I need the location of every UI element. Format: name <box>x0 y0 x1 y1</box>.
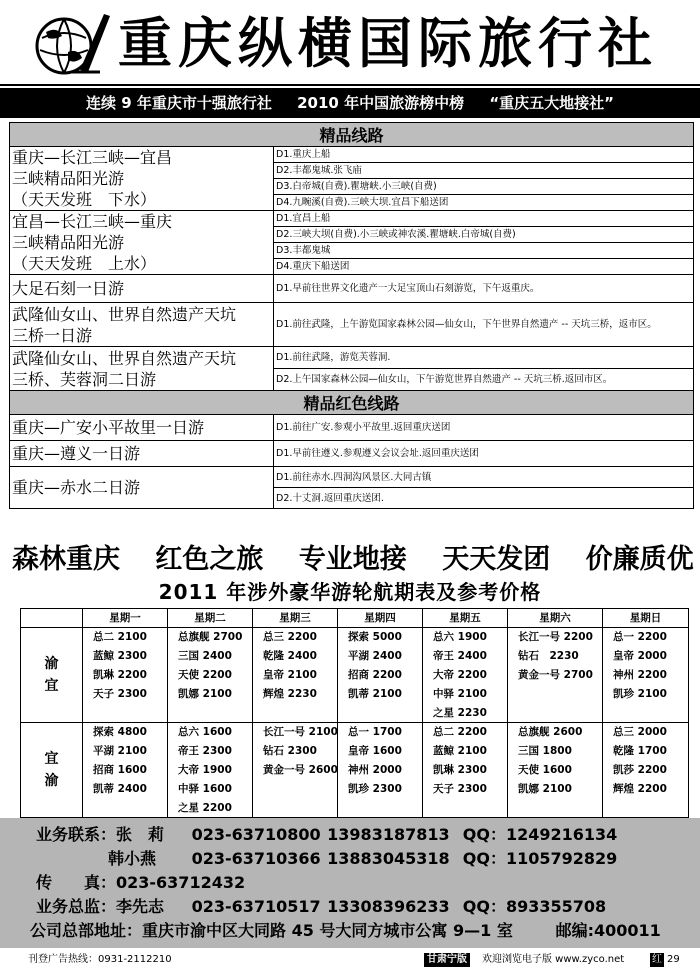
route-name: 重庆—广安小平故里一日游 <box>10 415 274 441</box>
cruise-ship-price <box>508 685 603 704</box>
cruise-row <box>21 666 689 685</box>
weekday-header: 星期四 <box>338 609 423 628</box>
cruise-row <box>21 628 689 647</box>
cruise-ship-price: 总六 1600 <box>168 723 253 742</box>
contact-address-row <box>30 920 661 942</box>
contact-row <box>36 896 606 918</box>
cruise-ship-price: 凯蒂 2400 <box>83 780 168 799</box>
contact-fax: 传 真：023-63712432 <box>36 873 246 892</box>
cruise-ship-price: 凯琳 2300 <box>423 761 508 780</box>
contact-person: 韩小燕 <box>108 849 157 868</box>
contact-qq: QQ：893355708 <box>462 897 607 916</box>
cruise-ship-price: 招商 1600 <box>83 761 168 780</box>
route-direction-label: 宜 渝 <box>21 723 83 818</box>
cruise-ship-price: 总二 2100 <box>83 628 168 647</box>
cruise-ship-price: 蓝鲸 2300 <box>83 647 168 666</box>
weekday-header: 星期二 <box>168 609 253 628</box>
weekday-header-row <box>21 609 689 628</box>
route-day: D4.重庆下船送团 <box>274 259 694 275</box>
cruise-ship-price: 钻石 2300 <box>253 742 338 761</box>
cruise-ship-price: 辉煌 2200 <box>603 780 689 799</box>
cruise-ship-price: 帝王 2300 <box>168 742 253 761</box>
cruise-ship-price: 大帝 1900 <box>168 761 253 780</box>
cruise-ship-price <box>508 704 603 723</box>
cruise-ship-price: 中驿 1600 <box>168 780 253 799</box>
footer <box>0 950 700 970</box>
slogan-item: 专业地接 <box>298 544 407 575</box>
cruise-ship-price: 凯蒂 2100 <box>338 685 423 704</box>
route-day: D1.前往武隆，游览芙蓉洞. <box>274 347 694 369</box>
route-row <box>10 441 694 467</box>
cruise-ship-price: 凯娜 2100 <box>508 780 603 799</box>
cruise-ship-price <box>603 799 689 818</box>
contact-zip: 邮编:400011 <box>555 921 661 940</box>
cruise-row <box>21 799 689 818</box>
cruise-ship-price: 中驿 2100 <box>423 685 508 704</box>
contact-tel: 023-63710800 <box>191 825 321 844</box>
cruise-row <box>21 742 689 761</box>
cruise-ship-price: 总二 2200 <box>423 723 508 742</box>
cruise-ship-price: 大帝 2200 <box>423 666 508 685</box>
route-row <box>10 211 694 227</box>
cruise-ship-price: 平湖 2100 <box>83 742 168 761</box>
cruise-ship-price: 凯珍 2300 <box>338 780 423 799</box>
banner-honor-3: “重庆五大地接社” <box>489 94 615 112</box>
route-row <box>10 275 694 303</box>
route-name: 重庆—赤水二日游 <box>10 467 274 509</box>
cruise-ship-price: 凯珍 2100 <box>603 685 689 704</box>
route-row <box>10 415 694 441</box>
cruise-ship-price: 辉煌 2230 <box>253 685 338 704</box>
slogan-item: 价廉质优 <box>585 544 694 575</box>
weekday-header: 星期五 <box>423 609 508 628</box>
cruise-ship-price: 凯娜 2100 <box>168 685 253 704</box>
slogan-bar <box>12 543 692 577</box>
cruise-ship-price: 天使 1600 <box>508 761 603 780</box>
cruise-schedule-table <box>20 608 689 818</box>
page-number <box>650 950 680 970</box>
cruise-ship-price: 总三 2200 <box>253 628 338 647</box>
cruise-row <box>21 704 689 723</box>
agency-title: 重庆纵横国际旅行社 <box>118 12 658 75</box>
contact-tel: 023-63710517 <box>191 897 321 916</box>
slogan-item: 红色之旅 <box>155 544 264 575</box>
cruise-ship-price: 长江一号 2100 <box>253 723 338 742</box>
header <box>0 0 700 86</box>
website-link[interactable]: 欢迎浏览电子版 www.zyco.net <box>482 954 625 965</box>
cruise-ship-price: 探索 4800 <box>83 723 168 742</box>
route-name: 武隆仙女山、世界自然遗产天坑 三桥一日游 <box>10 303 274 347</box>
weekday-header: 星期六 <box>508 609 603 628</box>
route-row <box>10 147 694 163</box>
contact-tel: 023-63710366 <box>191 849 321 868</box>
cruise-ship-price: 之星 2230 <box>423 704 508 723</box>
contact-person: 业务总监：李先志 <box>36 897 165 916</box>
route-name: 武隆仙女山、世界自然遗产天坑 三桥、芙蓉洞二日游 <box>10 347 274 391</box>
route-day: D3.丰都鬼城 <box>274 243 694 259</box>
slogan-item: 天天发团 <box>442 544 551 575</box>
route-day: D2.上午国家森林公园—仙女山，下午游览世界自然遗产 -- 天坑三桥.返回市区。 <box>274 369 694 391</box>
cruise-ship-price: 之星 2200 <box>168 799 253 818</box>
ad-hotline: 刊登广告热线：0931-2112210 <box>28 954 172 965</box>
cruise-ship-price: 神州 2200 <box>603 666 689 685</box>
cruise-ship-price: 蓝鲸 2100 <box>423 742 508 761</box>
cruise-row <box>21 647 689 666</box>
cruise-ship-price: 平湖 2400 <box>338 647 423 666</box>
cruise-schedule-title: 2011 年涉外豪华游轮航期表及参考价格 <box>158 580 542 604</box>
contact-person: 业务联系：张 莉 <box>36 825 165 844</box>
route-row <box>10 347 694 369</box>
contact-qq: QQ：1249216134 <box>462 825 618 844</box>
route-day: D1.宜昌上船 <box>274 211 694 227</box>
cruise-ship-price <box>253 780 338 799</box>
cruise-ship-price: 皇帝 2000 <box>603 647 689 666</box>
contact-mobile: 13883045318 <box>327 849 450 868</box>
cruise-ship-price: 神州 2000 <box>338 761 423 780</box>
slogan-item: 森林重庆 <box>12 544 120 575</box>
cruise-ship-price: 凯莎 2200 <box>603 761 689 780</box>
weekday-header: 星期三 <box>253 609 338 628</box>
honors-banner <box>0 88 700 118</box>
banner-honor-1: 连续 9 年重庆市十强旅行社 <box>85 94 272 112</box>
contact-panel <box>0 818 700 948</box>
cruise-row <box>21 723 689 742</box>
cruise-ship-price <box>338 799 423 818</box>
cruise-ship-price: 黄金一号 2600 <box>253 761 338 780</box>
cruise-ship-price: 天子 2300 <box>423 780 508 799</box>
route-day: D4.九畹溪(自费).三峡大坝.宜昌下船送团 <box>274 195 694 211</box>
cruise-ship-price: 钻石 2230 <box>508 647 603 666</box>
banner-honor-2: 2010 年中国旅游榜中榜 <box>297 94 465 112</box>
weekday-header: 星期一 <box>83 609 168 628</box>
contact-mobile: 13308396233 <box>327 897 450 916</box>
cruise-ship-price: 天子 2300 <box>83 685 168 704</box>
corner-cell <box>21 609 83 628</box>
edition-tag: 甘肃宁版 <box>424 953 470 967</box>
cruise-ship-price <box>253 799 338 818</box>
cruise-ship-price: 皇帝 2100 <box>253 666 338 685</box>
cruise-ship-price: 长江一号 2200 <box>508 628 603 647</box>
cruise-ship-price: 帝王 2400 <box>423 647 508 666</box>
cruise-ship-price <box>253 704 338 723</box>
route-day: D1.前往武隆，上午游览国家森林公园—仙女山，下午世界自然遗产 -- 天坑三桥，返市区。 <box>274 303 694 347</box>
route-name: 宜昌—长江三峡—重庆 三峡精品阳光游 （天天发班 上水） <box>10 211 274 275</box>
cruise-ship-price: 天使 2200 <box>168 666 253 685</box>
contact-row <box>36 824 617 846</box>
route-day: D1.早前往遵义.参观遵义会议会址.返回重庆送团 <box>274 441 694 467</box>
cruise-ship-price: 总一 1700 <box>338 723 423 742</box>
cruise-ship-price: 皇帝 1600 <box>338 742 423 761</box>
cruise-ship-price <box>83 799 168 818</box>
route-day: D2.三峡大坝(自费).小三峡或神农溪.瞿塘峡.白帝城(自费) <box>274 227 694 243</box>
cruise-row <box>21 761 689 780</box>
cruise-ship-price: 凯琳 2200 <box>83 666 168 685</box>
cruise-ship-price: 黄金一号 2700 <box>508 666 603 685</box>
weekday-header: 星期日 <box>603 609 689 628</box>
cruise-ship-price <box>423 799 508 818</box>
route-day: D3.白帝城(自费).瞿塘峡.小三峡(自费) <box>274 179 694 195</box>
page-number-value: 29 <box>667 954 680 965</box>
cruise-ship-price: 总旗舰 2600 <box>508 723 603 742</box>
route-day: D1.重庆上船 <box>274 147 694 163</box>
cruise-ship-price <box>603 704 689 723</box>
cruise-ship-price <box>83 704 168 723</box>
route-day: D2.丰都鬼城.张飞庙 <box>274 163 694 179</box>
cruise-ship-price: 探索 5000 <box>338 628 423 647</box>
cruise-row <box>21 780 689 799</box>
section-premium-routes: 精品线路 <box>10 123 694 147</box>
cruise-ship-price: 三国 2400 <box>168 647 253 666</box>
cruise-row <box>21 685 689 704</box>
contact-mobile: 13983187813 <box>327 825 450 844</box>
route-day: D2.十丈洞.返回重庆送团. <box>274 488 694 509</box>
cruise-ship-price: 总一 2200 <box>603 628 689 647</box>
route-name: 大足石刻一日游 <box>10 275 274 303</box>
route-direction-label: 渝 宜 <box>21 628 83 723</box>
section-red-routes: 精品红色线路 <box>10 391 694 415</box>
route-day: D1.前往赤水.四洞沟风景区.大同古镇 <box>274 467 694 488</box>
routes-table <box>9 122 694 509</box>
route-name: 重庆—长江三峡—宜昌 三峡精品阳光游 （天天发班 下水） <box>10 147 274 211</box>
cruise-ship-price <box>338 704 423 723</box>
route-row <box>10 303 694 347</box>
cruise-ship-price: 乾隆 2400 <box>253 647 338 666</box>
cruise-ship-price: 总六 1900 <box>423 628 508 647</box>
contact-qq: QQ：1105792829 <box>462 849 618 868</box>
cruise-ship-price: 三国 1800 <box>508 742 603 761</box>
section-badge: 红 <box>652 954 662 965</box>
route-day: D1.早前往世界文化遗产一大足宝顶山石刻游览，下午返重庆。 <box>274 275 694 303</box>
cruise-ship-price: 乾隆 1700 <box>603 742 689 761</box>
route-row <box>10 467 694 488</box>
cruise-ship-price: 总旗舰 2700 <box>168 628 253 647</box>
cruise-ship-price <box>508 799 603 818</box>
globe-pen-logo-icon <box>28 8 114 78</box>
cruise-ship-price <box>168 704 253 723</box>
route-day: D1.前往广安.参观小平故里.返回重庆送团 <box>274 415 694 441</box>
cruise-ship-price: 招商 2200 <box>338 666 423 685</box>
route-name: 重庆—遵义一日游 <box>10 441 274 467</box>
contact-row <box>36 848 617 870</box>
cruise-ship-price: 总三 2000 <box>603 723 689 742</box>
contact-address: 公司总部地址：重庆市渝中区大同路 45 号大同方城市公寓 9—1 室 <box>30 921 513 940</box>
